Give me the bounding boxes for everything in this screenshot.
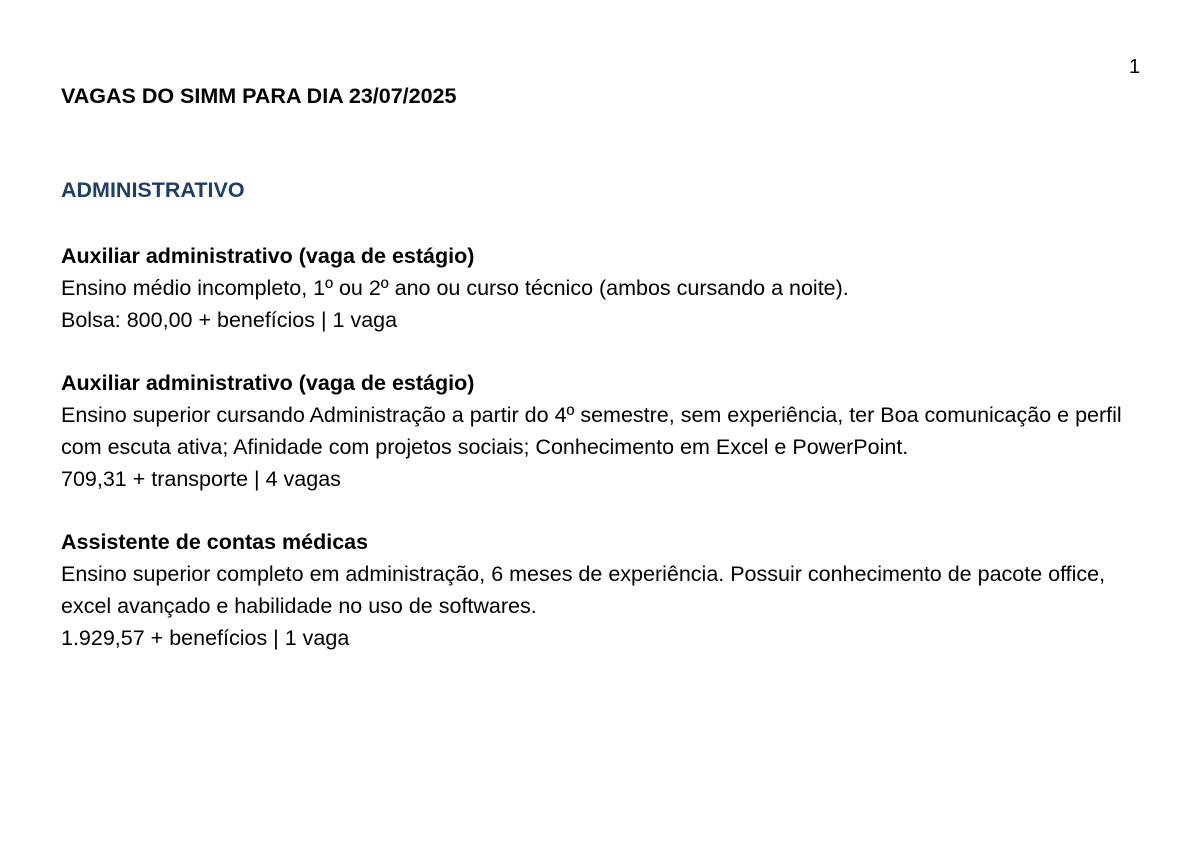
job-title: Auxiliar administrativo (vaga de estágio) xyxy=(61,244,475,268)
job-title: Auxiliar administrativo (vaga de estágio) xyxy=(61,371,475,395)
job-title: Assistente de contas médicas xyxy=(61,530,369,554)
job-pay: 709,31 + transporte | 4 vagas xyxy=(61,467,341,491)
job-description: Ensino superior completo em administração, 6 meses de experiência. Possuir conhecimento de pacote office, excel avançado e habilidade no uso de softwares. xyxy=(61,562,1106,618)
page-number: 1 xyxy=(1129,56,1141,78)
job-description: Ensino superior cursando Administração a partir do 4º semestre, sem experiência, ter Boa comunicação e perfil com escuta ativa; Afinidade com projetos sociais; Conhecimento em Excel e PowerPoint. xyxy=(61,403,1122,459)
job-list xyxy=(61,240,1141,685)
job-pay: 1.929,57 + benefícios | 1 vaga xyxy=(61,626,350,650)
job-listing xyxy=(61,367,1141,495)
section-title: ADMINISTRATIVO xyxy=(61,178,245,202)
job-listing xyxy=(61,240,1141,336)
job-listing xyxy=(61,526,1141,654)
job-pay: Bolsa: 800,00 + benefícios | 1 vaga xyxy=(61,308,398,332)
job-description: Ensino médio incompleto, 1º ou 2º ano ou curso técnico (ambos cursando a noite). xyxy=(61,276,849,300)
document-title: VAGAS DO SIMM PARA DIA 23/07/2025 xyxy=(61,84,457,108)
